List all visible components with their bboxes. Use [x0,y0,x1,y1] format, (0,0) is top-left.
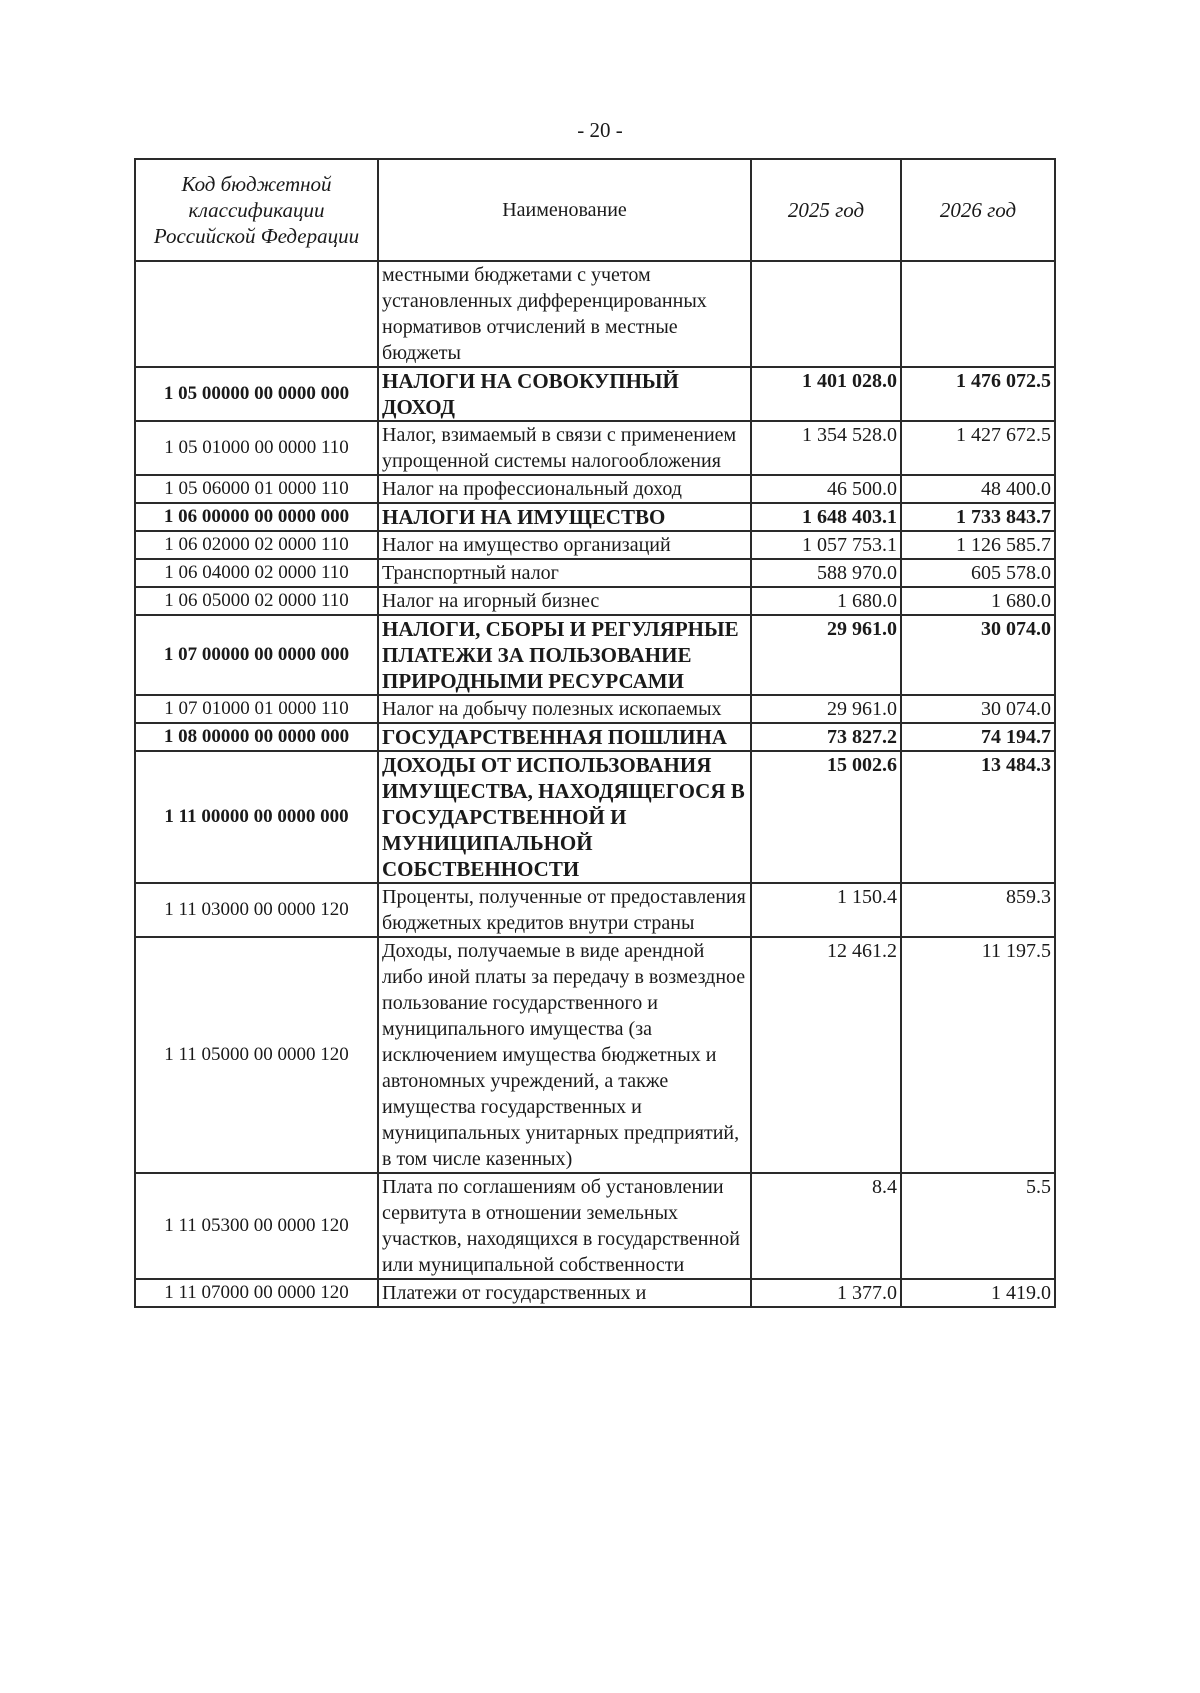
table-row [135,475,1055,503]
row-value-2025: 1 648 403.1 [751,503,901,531]
table-body [135,261,1055,1307]
table-row [135,615,1055,695]
table-header-row [135,159,1055,261]
row-code: 1 05 00000 00 0000 000 [135,367,378,421]
row-code: 1 07 00000 00 0000 000 [135,615,378,695]
row-value-2026: 1 126 585.7 [901,531,1055,559]
row-value-2025: 12 461.2 [751,937,901,1173]
row-value-2026 [901,261,1055,367]
table-row [135,559,1055,587]
row-code: 1 11 05000 00 0000 120 [135,937,378,1173]
row-code: 1 06 04000 02 0000 110 [135,559,378,587]
row-name: НАЛОГИ НА ИМУЩЕСТВО [378,503,751,531]
header-name: Наименование [378,159,751,261]
row-value-2026: 11 197.5 [901,937,1055,1173]
row-value-2025: 1 680.0 [751,587,901,615]
row-value-2025: 73 827.2 [751,723,901,751]
row-value-2026: 74 194.7 [901,723,1055,751]
row-code: 1 11 05300 00 0000 120 [135,1173,378,1279]
header-code: Код бюджетной классификации Российской Федерации [135,159,378,261]
row-value-2026: 30 074.0 [901,695,1055,723]
row-name: Налог на добычу полезных ископаемых [378,695,751,723]
row-code: 1 05 06000 01 0000 110 [135,475,378,503]
table-row [135,531,1055,559]
row-value-2025: 1 401 028.0 [751,367,901,421]
row-value-2026: 13 484.3 [901,751,1055,883]
row-value-2025 [751,261,901,367]
row-code: 1 11 07000 00 0000 120 [135,1279,378,1307]
table-row [135,723,1055,751]
row-value-2026: 1 680.0 [901,587,1055,615]
row-value-2026: 1 419.0 [901,1279,1055,1307]
table-row [135,261,1055,367]
row-code: 1 06 02000 02 0000 110 [135,531,378,559]
row-name: Доходы, получаемые в виде арендной либо иной платы за передачу в возмездное пользование государственного и муниципального имущества (за исключением имущества бюджетных и автономных учреждений, а также имущества государственных и муниципальных унитарных предприятий, в том числе казенных) [378,937,751,1173]
budget-table [134,158,1056,1308]
header-2026: 2026 год [901,159,1055,261]
row-value-2025: 29 961.0 [751,695,901,723]
row-name: Налог на имущество организаций [378,531,751,559]
row-name: ГОСУДАРСТВЕННАЯ ПОШЛИНА [378,723,751,751]
row-name: ДОХОДЫ ОТ ИСПОЛЬЗОВАНИЯ ИМУЩЕСТВА, НАХОДЯЩЕГОСЯ В ГОСУДАРСТВЕННОЙ И МУНИЦИПАЛЬНОЙ СОБСТВЕННОСТИ [378,751,751,883]
row-value-2026: 1 476 072.5 [901,367,1055,421]
row-value-2025: 1 354 528.0 [751,421,901,475]
table-row [135,883,1055,937]
row-name: Проценты, полученные от предоставления бюджетных кредитов внутри страны [378,883,751,937]
table-row [135,503,1055,531]
table-row [135,751,1055,883]
row-value-2025: 1 150.4 [751,883,901,937]
row-value-2026: 48 400.0 [901,475,1055,503]
page-number: - 20 - [577,118,623,142]
row-name: Транспортный налог [378,559,751,587]
row-value-2026: 605 578.0 [901,559,1055,587]
row-name: Налог на профессиональный доход [378,475,751,503]
row-name: местными бюджетами с учетом установленных дифференцированных нормативов отчислений в местные бюджеты [378,261,751,367]
row-code: 1 06 05000 02 0000 110 [135,587,378,615]
table-row [135,695,1055,723]
table-row [135,587,1055,615]
row-value-2025: 29 961.0 [751,615,901,695]
row-value-2025: 1 057 753.1 [751,531,901,559]
row-value-2026: 1 733 843.7 [901,503,1055,531]
row-value-2026: 5.5 [901,1173,1055,1279]
table-row [135,937,1055,1173]
row-value-2025: 46 500.0 [751,475,901,503]
row-name: Налог на игорный бизнес [378,587,751,615]
table-row [135,367,1055,421]
row-code: 1 11 00000 00 0000 000 [135,751,378,883]
row-code: 1 07 01000 01 0000 110 [135,695,378,723]
row-code: 1 06 00000 00 0000 000 [135,503,378,531]
row-name: НАЛОГИ НА СОВОКУПНЫЙ ДОХОД [378,367,751,421]
row-code: 1 11 03000 00 0000 120 [135,883,378,937]
row-name: Плата по соглашениям об установлении сервитута в отношении земельных участков, находящихся в государственной или муниципальной собственности [378,1173,751,1279]
table-row [135,1173,1055,1279]
row-value-2026: 1 427 672.5 [901,421,1055,475]
row-name: Платежи от государственных и [378,1279,751,1307]
row-name: Налог, взимаемый в связи с применением упрощенной системы налогообложения [378,421,751,475]
row-value-2025: 1 377.0 [751,1279,901,1307]
table-row [135,1279,1055,1307]
row-value-2026: 859.3 [901,883,1055,937]
row-value-2025: 588 970.0 [751,559,901,587]
row-code: 1 08 00000 00 0000 000 [135,723,378,751]
row-name: НАЛОГИ, СБОРЫ И РЕГУЛЯРНЫЕ ПЛАТЕЖИ ЗА ПОЛЬЗОВАНИЕ ПРИРОДНЫМИ РЕСУРСАМИ [378,615,751,695]
row-value-2025: 8.4 [751,1173,901,1279]
row-value-2026: 30 074.0 [901,615,1055,695]
row-value-2025: 15 002.6 [751,751,901,883]
header-2025: 2025 год [751,159,901,261]
row-code: 1 05 01000 00 0000 110 [135,421,378,475]
row-code [135,261,378,367]
table-row [135,421,1055,475]
